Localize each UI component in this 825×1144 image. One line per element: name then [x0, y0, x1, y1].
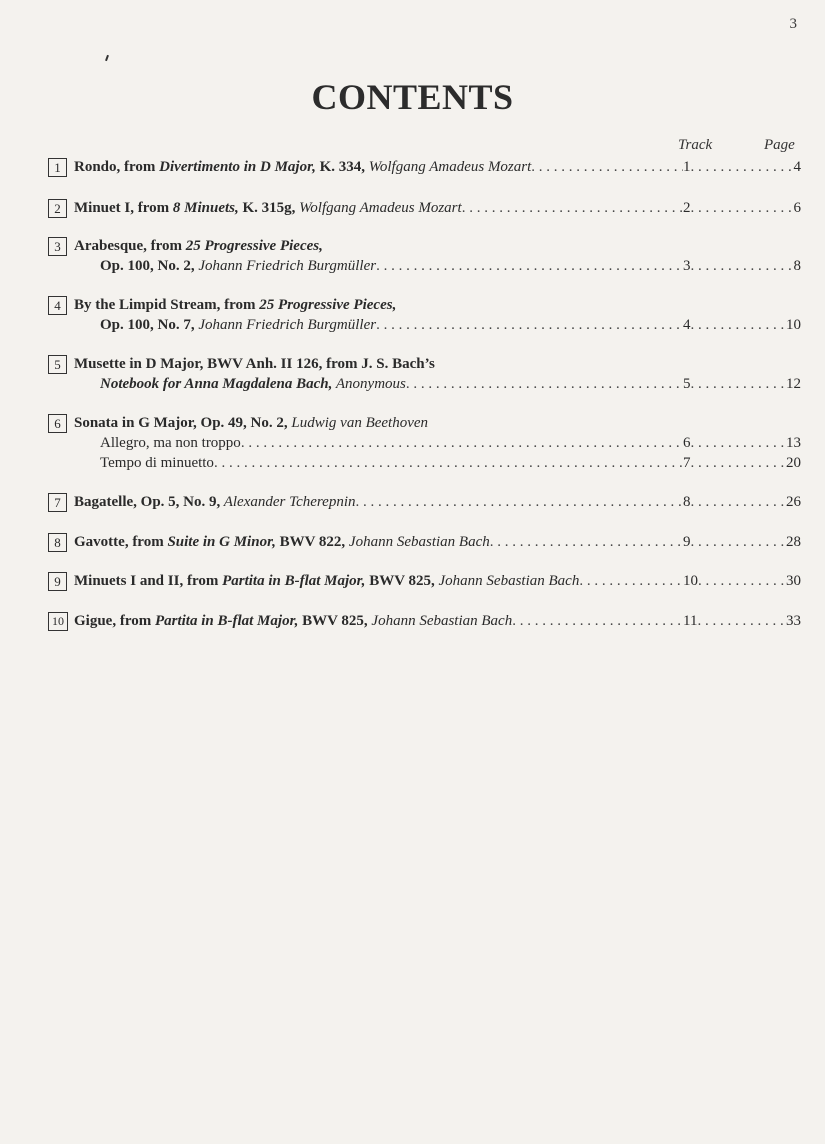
- entry-composer: Johann Sebastian Bach: [434, 573, 580, 589]
- entry-number-box: 4: [48, 296, 67, 315]
- ink-speck: [105, 55, 109, 61]
- movement-line[interactable]: [48, 453, 801, 473]
- page-ref: 33: [786, 613, 801, 629]
- dot-leader: [691, 157, 794, 177]
- dot-leader: [691, 453, 787, 473]
- dot-leader: [490, 532, 683, 552]
- dot-leader: [531, 157, 683, 177]
- dot-leader: [691, 374, 787, 394]
- entry-source: Notebook for Anna Magdalena Bach,: [100, 376, 333, 392]
- movement-title: Allegro, ma non troppo: [100, 435, 241, 451]
- page-title: CONTENTS: [311, 77, 514, 117]
- dot-leader: [691, 315, 787, 335]
- entry-number-box: 10: [48, 612, 68, 631]
- track-number: 1: [683, 159, 691, 175]
- entry-title: Gigue, from: [74, 613, 155, 629]
- entry-title: Musette in D Major, BWV Anh. II 126, from J. S. Bach’s: [74, 356, 435, 372]
- track-number: 2: [683, 200, 691, 216]
- contents-entry-6[interactable]: [48, 413, 801, 473]
- dot-leader: [698, 571, 786, 591]
- dot-leader: [697, 611, 786, 631]
- entry-number-box: 6: [48, 414, 67, 433]
- entry-source: Suite in G Minor,: [167, 534, 276, 550]
- entry-composer: Wolfgang Amadeus Mozart: [365, 159, 532, 175]
- entry-composer: Alexander Tcherepnin: [220, 494, 356, 510]
- entry-number-box: 7: [48, 493, 67, 512]
- dot-leader: [376, 256, 683, 276]
- entry-title: Arabesque, from: [74, 238, 186, 254]
- entry-title: Bagatelle, Op. 5, No. 9,: [74, 494, 221, 510]
- track-number: 8: [683, 494, 691, 510]
- entry-number-box: 8: [48, 533, 67, 552]
- page-ref: 4: [793, 159, 801, 175]
- track-number: 9: [683, 534, 691, 550]
- entry-catalog: BWV 822,: [275, 534, 346, 550]
- contents-entry-8[interactable]: [48, 532, 801, 552]
- entry-source: 25 Progressive Pieces,: [185, 238, 323, 254]
- dot-leader: [512, 611, 683, 631]
- dot-leader: [376, 315, 683, 335]
- entry-catalog: BWV 825,: [365, 573, 435, 589]
- entry-composer: Johann Sebastian Bach: [345, 534, 490, 550]
- entry-catalog: K. 334,: [315, 159, 366, 175]
- dot-leader: [691, 256, 794, 276]
- dot-leader: [406, 374, 683, 394]
- track-number: 11: [683, 613, 698, 629]
- movement-line[interactable]: [48, 433, 801, 453]
- dot-leader: [214, 453, 683, 473]
- entry-number-box: 3: [48, 237, 67, 256]
- dot-leader: [691, 532, 787, 552]
- entry-title: Minuet I, from: [74, 200, 173, 216]
- entry-source: Partita in B-flat Major,: [222, 573, 366, 589]
- contents-entry-7[interactable]: [48, 492, 801, 512]
- dot-leader: [462, 198, 683, 218]
- entry-title: Sonata in G Major, Op. 49, No. 2,: [74, 415, 288, 431]
- dot-leader: [579, 571, 683, 591]
- entry-number-box: 1: [48, 158, 67, 177]
- entry-source: Divertimento in D Major,: [159, 159, 316, 175]
- entry-composer: Ludwig van Beethoven: [287, 415, 429, 431]
- entry-number-box: 9: [48, 572, 67, 591]
- contents-entry-5[interactable]: [48, 354, 801, 394]
- entry-number-box: 5: [48, 355, 67, 374]
- page-ref: 26: [786, 494, 801, 510]
- page-ref: 20: [786, 455, 801, 471]
- track-number: 4: [683, 317, 691, 333]
- entry-title: By the Limpid Stream, from: [74, 297, 260, 313]
- page-ref: 6: [793, 200, 801, 216]
- dot-leader: [691, 198, 794, 218]
- page-ref: 12: [786, 376, 801, 392]
- page-number: 3: [789, 16, 797, 32]
- entry-catalog: BWV 825,: [298, 613, 368, 629]
- track-number: 10: [683, 573, 698, 589]
- page-ref: 28: [786, 534, 801, 550]
- entry-composer: Wolfgang Amadeus Mozart: [295, 200, 462, 216]
- entry-title: Minuets I and II, from: [74, 573, 223, 589]
- dot-leader: [691, 492, 787, 512]
- entry-composer: Johann Friedrich Burgmüller: [194, 317, 377, 333]
- entry-source: 25 Progressive Pieces,: [259, 297, 397, 313]
- entry-composer: Johann Friedrich Burgmüller: [194, 258, 377, 274]
- entry-title: Gavotte, from: [74, 534, 168, 550]
- contents-entry-2[interactable]: [48, 198, 801, 218]
- dot-leader: [691, 433, 787, 453]
- entry-composer: Anonymous: [332, 376, 406, 392]
- entry-composer: Johann Sebastian Bach: [367, 613, 513, 629]
- contents-entry-1[interactable]: [48, 157, 801, 177]
- page-column-header: Page: [764, 137, 795, 153]
- page-ref: 30: [786, 573, 801, 589]
- dot-leader: [241, 433, 683, 453]
- entry-source: 8 Minuets,: [172, 200, 239, 216]
- track-number: 3: [683, 258, 691, 274]
- contents-entry-4[interactable]: [48, 295, 801, 335]
- entry-catalog: K. 315g,: [238, 200, 296, 216]
- track-number: 5: [683, 376, 691, 392]
- dot-leader: [356, 492, 683, 512]
- page-ref: 13: [786, 435, 801, 451]
- track-number: 6: [683, 435, 691, 451]
- page-ref: 8: [793, 258, 801, 274]
- movement-title: Tempo di minuetto: [100, 455, 214, 471]
- entry-title: Rondo, from: [74, 159, 160, 175]
- track-number: 7: [683, 455, 691, 471]
- contents-entry-9[interactable]: [48, 571, 801, 591]
- entry-number-box: 2: [48, 199, 67, 218]
- entry-catalog: Op. 100, No. 7,: [100, 317, 195, 333]
- entry-source: Partita in B-flat Major,: [154, 613, 299, 629]
- track-column-header: Track: [678, 137, 713, 153]
- page-ref: 10: [786, 317, 801, 333]
- contents-entry-10[interactable]: [48, 611, 801, 631]
- entry-catalog: Op. 100, No. 2,: [100, 258, 195, 274]
- contents-entry-3[interactable]: [48, 236, 801, 276]
